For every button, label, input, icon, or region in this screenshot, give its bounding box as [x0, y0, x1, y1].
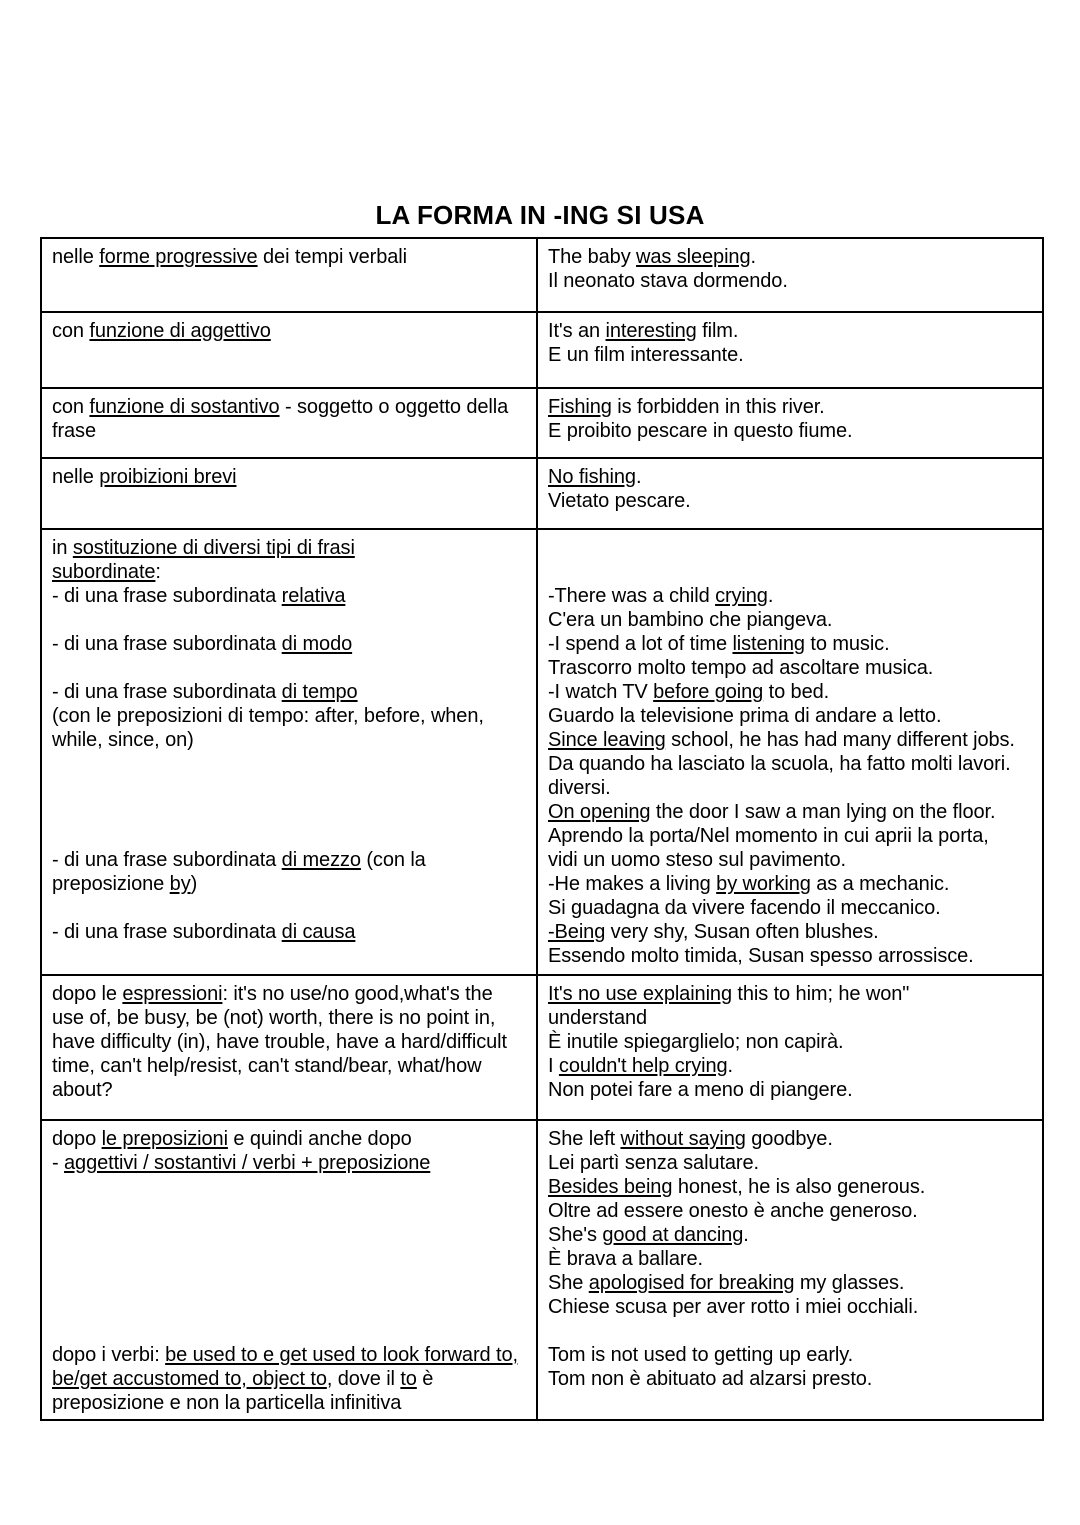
plain-text: Oltre ad essere onesto è anche generoso. — [548, 1200, 918, 1222]
plain-text: -I watch TV — [548, 681, 654, 703]
plain-text: preposizione — [52, 873, 170, 895]
text-line — [52, 982, 526, 1006]
underlined-text: was sleeping — [636, 246, 751, 268]
plain-text: time, can't help/resist, can't stand/bear, what/how — [52, 1055, 482, 1077]
plain-text: my glasses. — [794, 1272, 905, 1294]
text-line — [548, 1343, 1032, 1367]
plain-text: as a mechanic. — [810, 873, 950, 895]
plain-text: film. — [696, 320, 739, 342]
underlined-text: aggettivi / sostantivi / verbi + preposizione — [64, 1152, 431, 1174]
text-line — [52, 1151, 526, 1175]
example-cell — [537, 1120, 1043, 1420]
text-line — [548, 1127, 1032, 1151]
plain-text: È brava a ballare. — [548, 1248, 703, 1270]
text-line — [548, 1367, 1032, 1391]
plain-text: understand — [548, 1007, 648, 1029]
text-line — [52, 1367, 526, 1391]
rule-cell — [41, 238, 537, 312]
text-line — [52, 704, 526, 728]
plain-text: It's an — [548, 320, 606, 342]
plain-text: very shy, Susan often blushes. — [605, 921, 879, 943]
text-line — [548, 752, 1032, 776]
rule-cell — [41, 388, 537, 458]
rule-cell — [41, 312, 537, 388]
blank-line — [52, 1295, 526, 1319]
text-line — [548, 824, 1032, 848]
plain-text: con — [52, 320, 90, 342]
table-row — [41, 388, 1043, 458]
underlined-text: No fishing — [548, 466, 636, 488]
plain-text: E proibito pescare in questo fiume. — [548, 420, 853, 442]
plain-text: . — [767, 585, 774, 607]
plain-text: - di una frase subordinata — [52, 849, 282, 871]
plain-text: about? — [52, 1079, 113, 1101]
underlined-text: le preposizioni — [101, 1128, 228, 1150]
text-line — [548, 1295, 1032, 1319]
plain-text: - di una frase subordinata — [52, 681, 282, 703]
text-line — [548, 1199, 1032, 1223]
text-line — [548, 465, 1032, 489]
underlined-text: funzione di aggettivo — [89, 320, 271, 342]
text-line — [548, 982, 1032, 1006]
rule-cell — [41, 458, 537, 529]
underlined-text: to — [400, 1368, 417, 1390]
plain-text: : — [155, 561, 161, 583]
text-line — [548, 419, 1032, 443]
underlined-text: by working — [716, 873, 811, 895]
plain-text: dei tempi verbali — [257, 246, 407, 268]
rule-cell — [41, 975, 537, 1120]
blank-line — [52, 1199, 526, 1223]
underlined-text: di modo — [281, 633, 353, 655]
text-line — [548, 584, 1032, 608]
blank-line — [52, 752, 526, 776]
example-cell — [537, 312, 1043, 388]
text-line — [52, 920, 526, 944]
text-line — [52, 419, 526, 443]
plain-text: Da quando ha lasciato la scuola, ha fatto molti lavori. — [548, 753, 1011, 775]
plain-text: use of, be busy, be (not) worth, there is no point in, — [52, 1007, 496, 1029]
text-line — [52, 536, 526, 560]
rule-cell — [41, 529, 537, 975]
plain-text: dopo i verbi: — [52, 1344, 166, 1366]
table-row — [41, 238, 1043, 312]
underlined-text: crying — [715, 585, 768, 607]
plain-text: honest, he is also generous. — [672, 1176, 926, 1198]
table-row — [41, 312, 1043, 388]
plain-text: . — [750, 246, 756, 268]
text-line — [52, 1030, 526, 1054]
text-line — [548, 1054, 1032, 1078]
plain-text: , dove il — [326, 1368, 401, 1390]
plain-text: in — [52, 537, 73, 559]
underlined-text: couldn't help crying — [558, 1055, 728, 1077]
plain-text: - di una frase subordinata — [52, 921, 282, 943]
blank-line — [52, 1223, 526, 1247]
plain-text: Tom non è abituato ad alzarsi presto. — [548, 1368, 873, 1390]
plain-text: È inutile spiegarglielo; non capirà. — [548, 1031, 844, 1053]
underlined-text: without saying — [620, 1128, 746, 1150]
plain-text: -He makes a living — [548, 873, 717, 895]
underlined-text: espressioni — [122, 983, 223, 1005]
example-cell — [537, 458, 1043, 529]
text-line — [548, 920, 1032, 944]
text-line — [548, 1078, 1032, 1102]
blank-line — [52, 776, 526, 800]
plain-text: C'era un bambino che piangeva. — [548, 609, 833, 631]
underlined-text: sostituzione di diversi tipi di frasi — [72, 537, 355, 559]
underlined-text: listening — [732, 633, 805, 655]
underlined-text: Since leaving — [548, 729, 666, 751]
text-line — [52, 1127, 526, 1151]
blank-line — [52, 1247, 526, 1271]
plain-text: . — [635, 466, 642, 488]
plain-text: this to him; he won" — [731, 983, 910, 1005]
text-line — [548, 1151, 1032, 1175]
plain-text: (con le preposizioni di tempo: after, before, when, — [52, 705, 484, 727]
underlined-text: -Being — [548, 921, 606, 943]
plain-text: - di una frase subordinata — [52, 585, 282, 607]
plain-text: She's — [548, 1224, 603, 1246]
plain-text: frase — [52, 420, 96, 442]
blank-line — [52, 1319, 526, 1343]
text-line — [52, 1054, 526, 1078]
text-line — [548, 319, 1032, 343]
blank-line — [52, 1175, 526, 1199]
text-line — [52, 1391, 526, 1415]
text-line — [52, 632, 526, 656]
plain-text: - — [52, 1152, 65, 1174]
text-line — [52, 584, 526, 608]
plain-text: : it's no use/no good,what's the — [222, 983, 493, 1005]
plain-text: school, he has had many different jobs. — [665, 729, 1015, 751]
plain-text: - soggetto o oggetto della — [279, 396, 509, 418]
text-line — [548, 656, 1032, 680]
plain-text: Tom is not used to getting up early. — [548, 1344, 854, 1366]
plain-text: Si guadagna da vivere facendo il meccanico. — [548, 897, 941, 919]
text-line — [548, 489, 1032, 513]
plain-text: Trascorro molto tempo ad ascoltare musica. — [548, 657, 934, 679]
plain-text: Aprendo la porta/Nel momento in cui aprii la porta, — [548, 825, 989, 847]
text-line — [548, 269, 1032, 293]
plain-text: E un film interessante. — [548, 344, 744, 366]
plain-text: Lei partì senza salutare. — [548, 1152, 759, 1174]
underlined-text: before going — [653, 681, 764, 703]
text-line — [548, 944, 1032, 968]
plain-text: Chiese scusa per aver rotto i miei occhiali. — [548, 1296, 919, 1318]
blank-line — [52, 800, 526, 824]
underlined-text: subordinate — [52, 561, 156, 583]
text-line — [52, 395, 526, 419]
blank-line — [548, 536, 1032, 560]
rule-cell — [41, 1120, 537, 1420]
underlined-text: interesting — [605, 320, 697, 342]
grammar-table-body — [41, 238, 1043, 1420]
underlined-text: It's no use explaining — [548, 983, 732, 1005]
text-line — [52, 319, 526, 343]
plain-text: the door I saw a man lying on the floor. — [650, 801, 996, 823]
text-line — [52, 1343, 526, 1367]
text-line — [548, 1271, 1032, 1295]
plain-text: She — [548, 1272, 589, 1294]
example-cell — [537, 388, 1043, 458]
plain-text: preposizione e non la particella infinitiva — [52, 1392, 402, 1414]
underlined-text: relativa — [281, 585, 346, 607]
plain-text: dopo — [52, 1128, 102, 1150]
plain-text: . — [743, 1224, 749, 1246]
text-line — [548, 245, 1032, 269]
underlined-text: be used to e get used to look forward to, — [165, 1344, 518, 1366]
table-row — [41, 1120, 1043, 1420]
text-line — [52, 465, 526, 489]
plain-text: - di una frase subordinata — [52, 633, 282, 655]
plain-text: The baby — [548, 246, 637, 268]
plain-text: I — [548, 1055, 559, 1077]
plain-text: vidi un uomo steso sul pavimento. — [548, 849, 846, 871]
plain-text: e quindi anche dopo — [227, 1128, 412, 1150]
text-line — [548, 608, 1032, 632]
page-title: LA FORMA IN -ING SI USA — [375, 200, 705, 230]
example-cell — [537, 975, 1043, 1120]
example-cell — [537, 238, 1043, 312]
text-line — [52, 728, 526, 752]
underlined-text: forme progressive — [99, 246, 258, 268]
text-line — [52, 560, 526, 584]
blank-line — [52, 1271, 526, 1295]
plain-text: Non potei fare a meno di piangere. — [548, 1079, 853, 1101]
plain-text: Vietato pescare. — [548, 490, 691, 512]
plain-text: dopo le — [52, 983, 123, 1005]
text-line — [548, 704, 1032, 728]
blank-line — [52, 656, 526, 680]
underlined-text: funzione di sostantivo — [89, 396, 280, 418]
underlined-text: On opening — [548, 801, 651, 823]
table-row — [41, 975, 1043, 1120]
text-line — [548, 1030, 1032, 1054]
blank-line — [52, 608, 526, 632]
text-line — [548, 395, 1032, 419]
plain-text: nelle — [52, 246, 100, 268]
plain-text: -There was a child — [548, 585, 716, 607]
plain-text: to music. — [804, 633, 890, 655]
underlined-text: Fishing — [548, 396, 612, 418]
grammar-table — [40, 237, 1044, 1421]
blank-line — [52, 824, 526, 848]
text-line — [548, 848, 1032, 872]
plain-text: con — [52, 396, 90, 418]
text-line — [548, 632, 1032, 656]
text-line — [52, 680, 526, 704]
table-row — [41, 458, 1043, 529]
plain-text: (con la — [360, 849, 426, 871]
plain-text: Il neonato stava dormendo. — [548, 270, 788, 292]
text-line — [548, 1247, 1032, 1271]
text-line — [548, 800, 1032, 824]
underlined-text: proibizioni brevi — [99, 466, 237, 488]
blank-line — [548, 560, 1032, 584]
text-line — [548, 776, 1032, 800]
underlined-text: good at dancing — [602, 1224, 744, 1246]
text-line — [52, 1078, 526, 1102]
plain-text: to bed. — [763, 681, 830, 703]
text-line — [52, 1006, 526, 1030]
plain-text: Guardo la televisione prima di andare a letto. — [548, 705, 942, 727]
plain-text: ) — [190, 873, 198, 895]
text-line — [548, 1175, 1032, 1199]
text-line — [548, 728, 1032, 752]
blank-line — [548, 1319, 1032, 1343]
plain-text: . — [727, 1055, 733, 1077]
plain-text: Essendo molto timida, Susan spesso arrossisce. — [548, 945, 974, 967]
plain-text: diversi. — [548, 777, 611, 799]
text-line — [52, 848, 526, 872]
underlined-text: Besides being — [548, 1176, 673, 1198]
plain-text: goodbye. — [745, 1128, 833, 1150]
text-line — [548, 680, 1032, 704]
underlined-text: di causa — [281, 921, 356, 943]
plain-text: -I spend a lot of time — [548, 633, 733, 655]
text-line — [548, 343, 1032, 367]
example-cell — [537, 529, 1043, 975]
plain-text: is forbidden in this river. — [611, 396, 825, 418]
plain-text: She left — [548, 1128, 621, 1150]
table-row — [41, 529, 1043, 975]
text-line — [548, 1223, 1032, 1247]
text-line — [52, 245, 526, 269]
text-line — [548, 896, 1032, 920]
underlined-text: di mezzo — [281, 849, 361, 871]
text-line — [52, 872, 526, 896]
underlined-text: apologised for breaking — [588, 1272, 795, 1294]
plain-text: nelle — [52, 466, 100, 488]
underlined-text: be/get accustomed to, object to — [52, 1368, 327, 1390]
plain-text: have difficulty (in), have trouble, have a hard/difficult — [52, 1031, 507, 1053]
plain-text: è — [416, 1368, 434, 1390]
underlined-text: di tempo — [281, 681, 358, 703]
plain-text: while, since, on) — [52, 729, 194, 751]
blank-line — [52, 896, 526, 920]
text-line — [548, 1006, 1032, 1030]
text-line — [548, 872, 1032, 896]
underlined-text: by — [169, 873, 191, 895]
